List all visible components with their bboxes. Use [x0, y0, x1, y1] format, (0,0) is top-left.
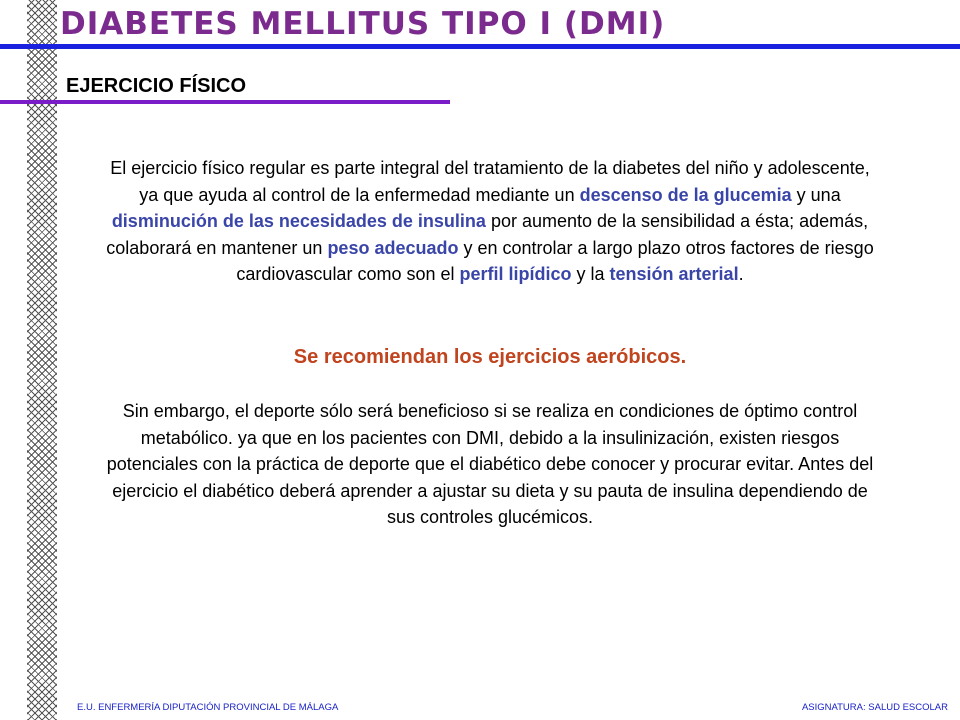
paragraph-text: y una	[791, 184, 841, 205]
footer-subject: ASIGNATURA: SALUD ESCOLAR	[801, 702, 948, 713]
title-underline	[0, 44, 960, 49]
decorative-pattern-strip	[27, 0, 57, 720]
footer-institution: E.U. ENFERMERÍA DIPUTACIÓN PROVINCIAL DE MÁLAGA	[77, 702, 339, 713]
paragraph-text: El ejercicio físico regular es parte integral del tratamiento de la diabetes del niño y adolescente, ya que ayuda al control de la enfermedad mediante un	[110, 158, 870, 205]
paragraph-text: por aumento de la sensibilidad a ésta; además, colaborará en mantener un	[106, 211, 869, 258]
intro-paragraph	[100, 155, 880, 288]
highlight-tension-arterial: tensión arterial	[609, 264, 739, 284]
highlight-peso-adecuado: peso adecuado	[327, 237, 459, 258]
section-underline	[0, 100, 450, 104]
second-paragraph: Sin embargo, el deporte sólo será beneficioso si se realiza en condiciones de óptimo control metabólico. ya que en los pacientes con DMI, debido a la insulinización, existen riesgos potenciales con la práctica de deporte que el diabético debe conocer y procurar evitar. Antes del ejercicio el diabético deberá aprender a ajustar su dieta y su pauta de insulina dependiendo de sus controles glucémicos.	[106, 401, 874, 527]
paragraph-text: .	[738, 264, 744, 284]
highlight-descenso-glucemia: descenso de la glucemia	[579, 184, 792, 205]
paragraph-text: y la	[571, 264, 610, 284]
highlight-perfil-lipidico: perfil lipídico	[459, 264, 572, 284]
section-title: EJERCICIO FÍSICO	[66, 75, 247, 97]
highlight-necesidades-insulina: disminución de las necesidades de insulina	[111, 211, 486, 231]
paragraph-text: y en controlar a largo plazo otros factores de riesgo cardiovascular como son el	[236, 237, 874, 284]
recommendation-text: Se recomiendan los ejercicios aeróbicos.	[293, 346, 687, 368]
slide-title: DIABETES MELLITUS TIPO I (DMI)	[60, 6, 666, 42]
